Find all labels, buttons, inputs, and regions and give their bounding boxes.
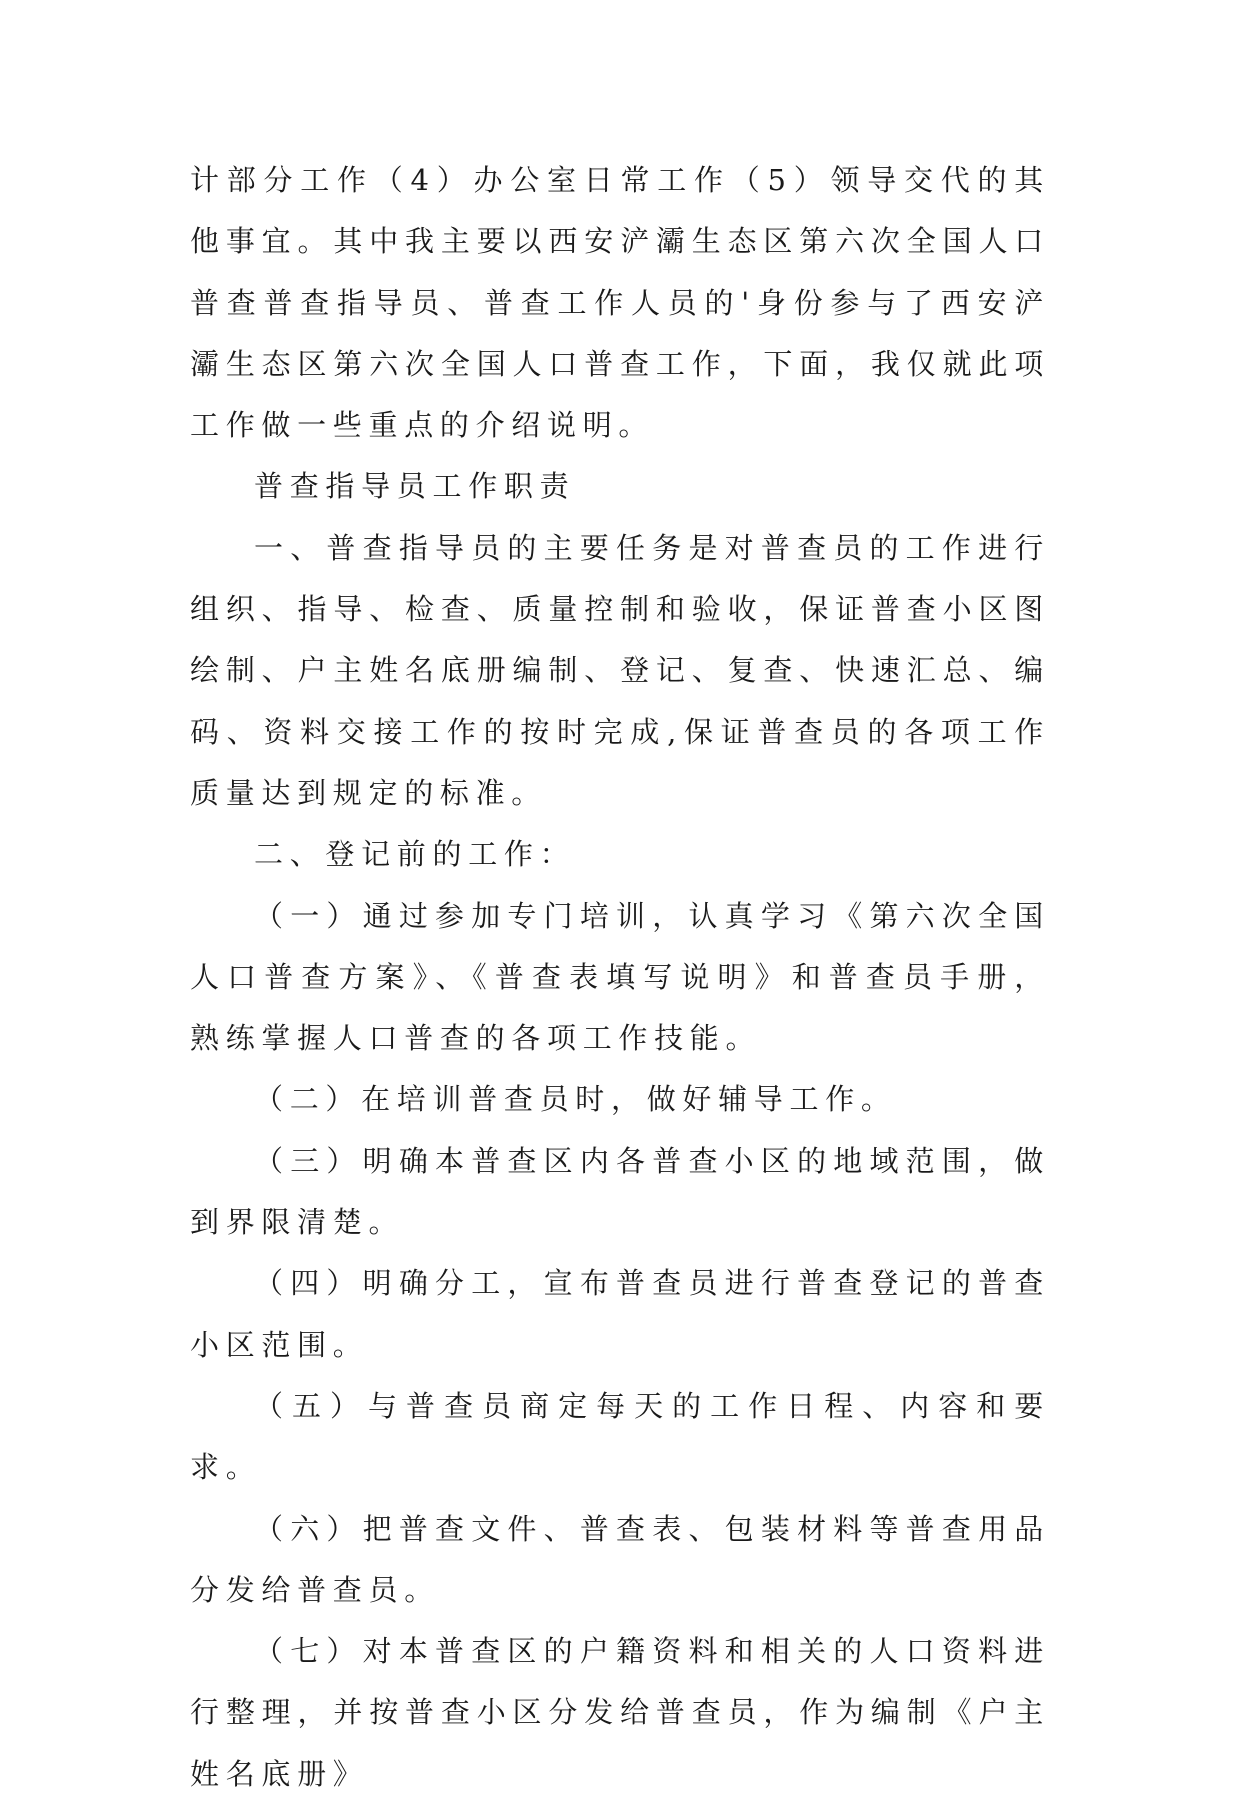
list-item: （一）通过参加专门培训，认真学习《第六次全国人口普查方案》、《普查表填写说明》和普查员手册，熟练掌握人口普查的各项工作技能。 — [190, 898, 1050, 1056]
list-item: （二）在培训普查员时，做好辅导工作。 — [254, 1082, 897, 1117]
paragraph-continuation: 计部分工作（4）办公室日常工作（5）领导交代的其他事宜。其中我主要以西安浐灞生态区第六次全国人口普查普查指导员、普查工作人员的'身份参与了西安浐灞生态区第六次全国人口普查工作，下面，我仅就此项工作做一些重点的介绍说明。 — [190, 163, 1050, 443]
paragraph-pre-registration-heading: 二、登记前的工作： — [254, 837, 576, 872]
paragraph-main-task: 一、普查指导员的主要任务是对普查员的工作进行组织、指导、检查、质量控制和验收，保证普查小区图绘制、户主姓名底册编制、登记、复查、快速汇总、编码、资料交接工作的按时完成,保证普查员的各项工作质量达到规定的标准。 — [190, 530, 1050, 810]
document-body — [190, 150, 1050, 1805]
list-item: （四）明确分工，宣布普查员进行普查登记的普查小区范围。 — [190, 1266, 1050, 1362]
list-item: （六）把普查文件、普查表、包装材料等普查用品分发给普查员。 — [190, 1511, 1050, 1607]
section-heading: 普查指导员工作职责 — [254, 469, 576, 504]
list-item: （三）明确本普查区内各普查小区的地域范围，做到界限清楚。 — [190, 1143, 1050, 1240]
list-item: （五）与普查员商定每天的工作日程、内容和要求。 — [190, 1388, 1050, 1485]
list-item: （七）对本普查区的户籍资料和相关的人口资料进行整理，并按普查小区分发给普查员，作为编制《户主姓名底册》 — [190, 1634, 1050, 1791]
